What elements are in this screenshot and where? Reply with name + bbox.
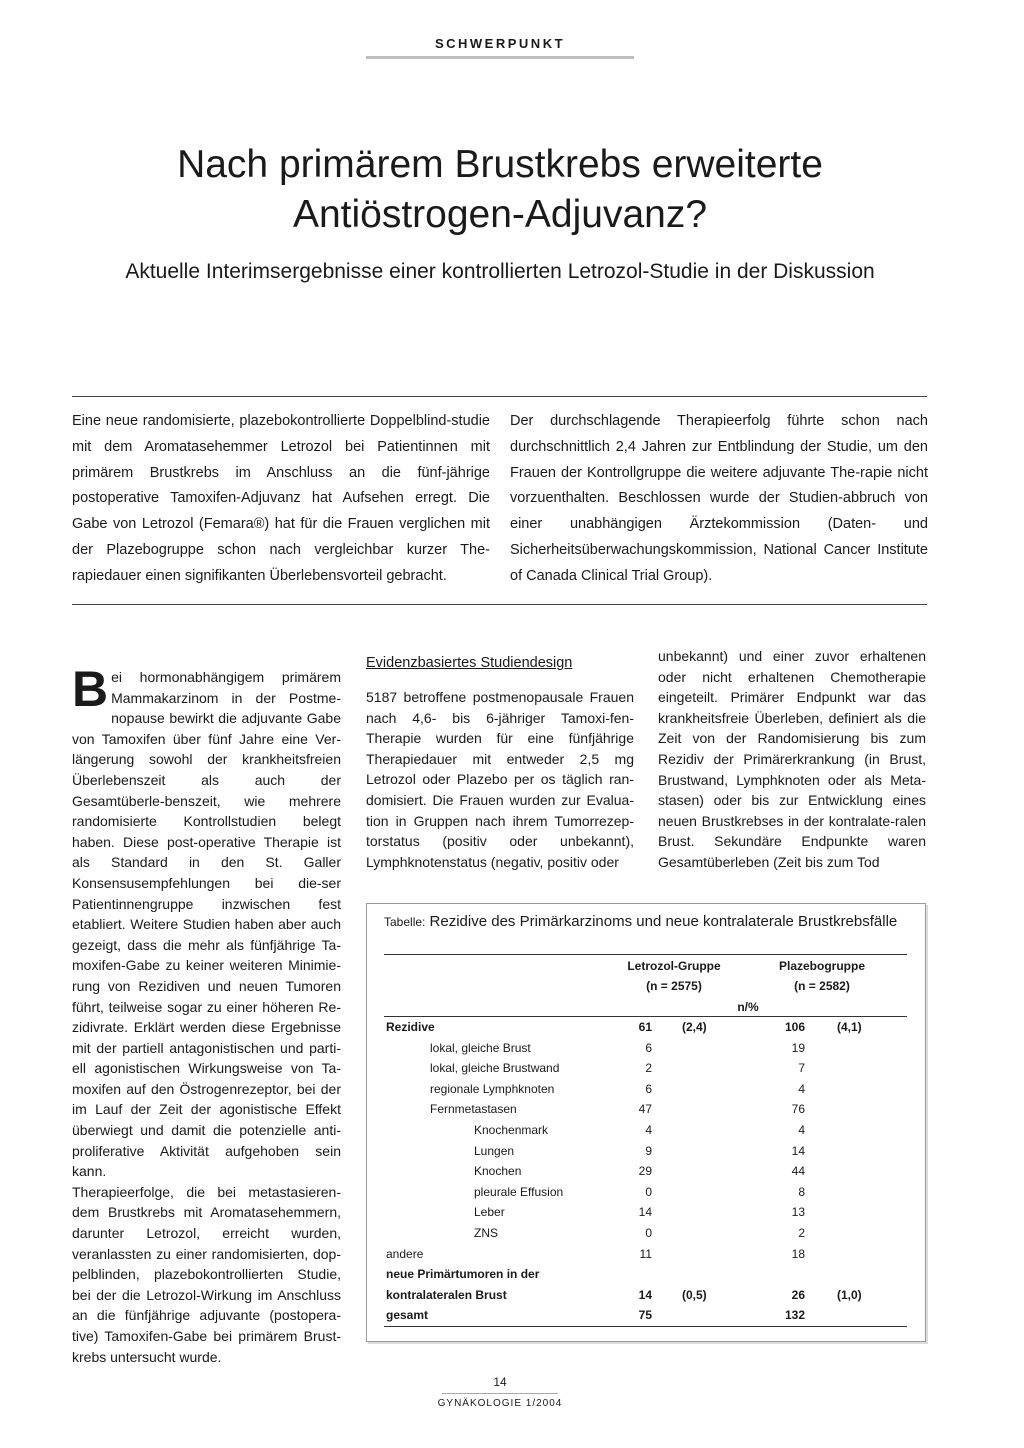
- lead-left: Eine neue randomisierte, plazebokontrollierte Doppelblind-studie mit dem Aromatasehemmer Letrozol bei Patientinnen mit primärem Brustkrebs im Anschluss an die fünf-jährige postoperative Tamoxifen-Adjuvanz hat Aufsehen erregt. Die Gabe von Letrozol (Femara®) hat für die Frauen verglichen mit der Plazebogruppe schon nach vergleichbar kurzer The-rapiedauer einen signifikanten Überlebensvorteil gebracht.: [72, 413, 490, 584]
- table-rule-bottom: [384, 1326, 907, 1327]
- table-cell-plazebo-n: 19: [791, 1040, 805, 1055]
- col1-paragraph-2: Therapieerfolge, die bei metastasieren-dem Brustkrebs mit Aromatasehemmern, darunter Letrozol, erreicht wurden, veranlassten zu einer randomisierten, dop-pelblinden, plazebokontrollierten Studie, bei der die Letrozol-Wirkung im Anschluss an die fünfjährige adjuvante (postopera-tive) Tamoxifen-Gabe bei primärem Brust-krebs untersucht wurde.: [72, 1183, 341, 1365]
- table-cell-letrozol-n: 14: [638, 1205, 652, 1220]
- table-cell-letrozol-n: 11: [639, 1246, 652, 1261]
- table-cell-plazebo-n: 26: [791, 1287, 805, 1302]
- table-cell-plazebo-n: 8: [798, 1184, 805, 1199]
- page-number: 14: [493, 1375, 507, 1389]
- table-row-label: Lungen: [474, 1143, 515, 1158]
- table-cell-letrozol-n: 29: [638, 1164, 652, 1179]
- table-cell-plazebo-pct: (1,0): [837, 1287, 862, 1302]
- lead-bottom-rule: [72, 604, 927, 605]
- table-row-label: pleurale Effusion: [474, 1184, 564, 1199]
- table-cell-plazebo-n: 4: [798, 1123, 805, 1137]
- table-cell-letrozol-n: 0: [645, 1226, 652, 1240]
- section-heading: Evidenzbasiertes Studiendesign: [366, 655, 573, 671]
- table-cell-letrozol-n: 9: [645, 1143, 652, 1158]
- table-cell-letrozol-n: 47: [638, 1102, 652, 1117]
- col-header-letrozol-n: (n = 2575): [646, 979, 702, 993]
- table-row-label: lokal, gleiche Brust: [430, 1040, 531, 1055]
- article-subtitle: Aktuelle Interimsergebnisse einer kontrollierten Letrozol-Studie in der Diskussion: [125, 260, 875, 283]
- table-cell-plazebo-n: 13: [791, 1205, 805, 1220]
- drop-cap: B: [72, 661, 109, 717]
- table-caption: [384, 913, 897, 930]
- table-cell-plazebo-n: 132: [784, 1308, 805, 1323]
- table-cell-letrozol-pct: (2,4): [682, 1020, 707, 1034]
- table-row-label: ZNS: [474, 1226, 498, 1240]
- caption-label: Tabelle:: [384, 915, 426, 929]
- table-cell-letrozol-n: 6: [645, 1081, 652, 1096]
- table-cell-plazebo-n: 4: [798, 1081, 805, 1096]
- table-rule-top: [384, 954, 907, 955]
- table-row-label: Leber: [474, 1205, 505, 1220]
- footer-rule: [442, 1393, 558, 1394]
- table-row-label: gesamt: [386, 1308, 429, 1323]
- unit-label: n/%: [737, 1000, 759, 1014]
- table-row-label: neue Primärtumoren in der: [386, 1267, 540, 1282]
- col-header-plazebo-n: (n = 2582): [794, 979, 850, 993]
- table-cell-letrozol-n: 0: [645, 1184, 652, 1199]
- table-row-label: regionale Lymphknoten: [430, 1081, 555, 1096]
- table-cell-letrozol-n: 75: [638, 1308, 652, 1323]
- col-header-letrozol: Letrozol-Gruppe: [627, 959, 721, 973]
- table-cell-plazebo-n: 7: [798, 1061, 805, 1076]
- table-row-label: Knochen: [474, 1164, 522, 1179]
- table-cell-letrozol-n: 14: [638, 1287, 652, 1302]
- lead-right: Der durchschlagende Therapieerfolg führte schon nach durchschnittlich 2,4 Jahren zur Entblindung der Studie, um den Frauen der Kontrollgruppe die weitere adjuvante The-rapie nicht vorzuenthalten. Beschlossen wurde der Studien-abbruch von einer unabhängigen Ärztekommission (Daten- und Sicherheitsüberwachungskommission, National Cancer Institute of Canada Clinical Trial Group).: [510, 413, 928, 584]
- journal-name: GYNÄKOLOGIE 1/2004: [437, 1398, 563, 1409]
- col-header-plazebo: Plazebogruppe: [778, 959, 865, 973]
- caption-text: Rezidive des Primärkarzinoms und neue kontralaterale Brustkrebsfälle: [425, 913, 898, 930]
- table-row-label: kontralateralen Brust: [386, 1287, 507, 1302]
- table-cell-letrozol-pct: (0,5): [682, 1287, 707, 1302]
- section-kicker: SCHWERPUNKT: [434, 36, 566, 51]
- table-cell-letrozol-n: 6: [645, 1040, 652, 1055]
- body-column-3: unbekannt) und einer zuvor erhaltenen oder nicht erhaltenen Chemotherapie eingeteilt. Primärer Endpunkt war das krankheitsfreie Überleben, definiert als die Zeit von der Randomisierung bis zum Rezidiv der Primärerkrankung (in Brust, Brustwand, Lymphknoten oder als Meta-stasen) oder bis zur Entwicklung eines neuen Brustkrebses in der kontralate-ralen Brust. Sekundäre Endpunkte waren Gesamtüberleben (Zeit bis zum Tod: [658, 648, 926, 870]
- table-cell-letrozol-n: 61: [638, 1020, 652, 1034]
- table-cell-plazebo-n: 14: [791, 1143, 805, 1158]
- table-row-label: andere: [386, 1246, 424, 1261]
- table-row-label: Knochenmark: [474, 1123, 549, 1137]
- article-title: Nach primärem Brustkrebs erweiterte Antiöstrogen-Adjuvanz?: [177, 143, 823, 236]
- table-row-label: Rezidive: [386, 1020, 435, 1034]
- lead-top-rule: [72, 396, 927, 397]
- col1-paragraph-1: ei hormonabhängigem primärem Mammakarzinom in der Postme-nopause bewirkt die adjuvante Gabe von Tamoxifen über fünf Jahre eine Ver-längerung sowohl der krankheitsfreien Überlebenszeit als auch der Gesamtüberle-benszeit, wie mehrere randomisierte Kontrollstudien belegt haben. Diese post-operative Therapie ist als Standard in den St. Galler Konsensusempfehlungen bei die-ser Patientinnengruppe inzwischen fest etabliert. Weitere Studien haben aber auch gezeigt, dass die mehr als fünfjährige Ta-moxifen-Gabe zu keiner weiteren Minimie-rung von Rezidiven und neuen Tumoren führt, teilweise sogar zu einer höheren Re-zidivrate. Erklärt werden diese Ergebnisse mit der partiell antagonistischen und parti-ell agonistischen Wirkungsweise von Ta-moxifen auf den Östrogenrezeptor, bei der im Lauf der Zeit der agonistische Effekt überwiegt und damit die potenzielle anti-proliferative Aktivität aufgehoben sein kann.: [72, 669, 341, 1180]
- table-row-label: Fernmetastasen: [430, 1102, 517, 1117]
- body-column-2: 5187 betroffene postmenopausale Frauen nach 4,6- bis 6-jähriger Tamoxi-fen-Therapie wurden für eine fünfjährige Therapiedauer mit entweder 2,5 mg Letrozol oder Plazebo per os täglich ran-domisiert. Die Frauen wurden zur Evalua-tion in Gruppen nach ihrem Tumorrezep-torstatus (positiv oder unbekannt), Lymphknotenstatus (negativ, positiv oder: [366, 689, 634, 870]
- table-cell-plazebo-n: 106: [784, 1020, 805, 1034]
- table-cell-letrozol-n: 2: [645, 1061, 652, 1076]
- table-rule-header: [384, 1016, 907, 1017]
- body-column-1: [72, 661, 341, 1367]
- table-cell-letrozol-n: 4: [645, 1123, 652, 1137]
- kicker-rule: [366, 56, 634, 59]
- table-cell-plazebo-n: 18: [791, 1246, 805, 1261]
- table-cell-plazebo-n: 44: [791, 1164, 805, 1179]
- table-row-label: lokal, gleiche Brustwand: [430, 1061, 560, 1076]
- table-cell-plazebo-n: 76: [791, 1102, 805, 1117]
- table-cell-plazebo-pct: (4,1): [837, 1020, 862, 1034]
- table-cell-plazebo-n: 2: [798, 1226, 805, 1240]
